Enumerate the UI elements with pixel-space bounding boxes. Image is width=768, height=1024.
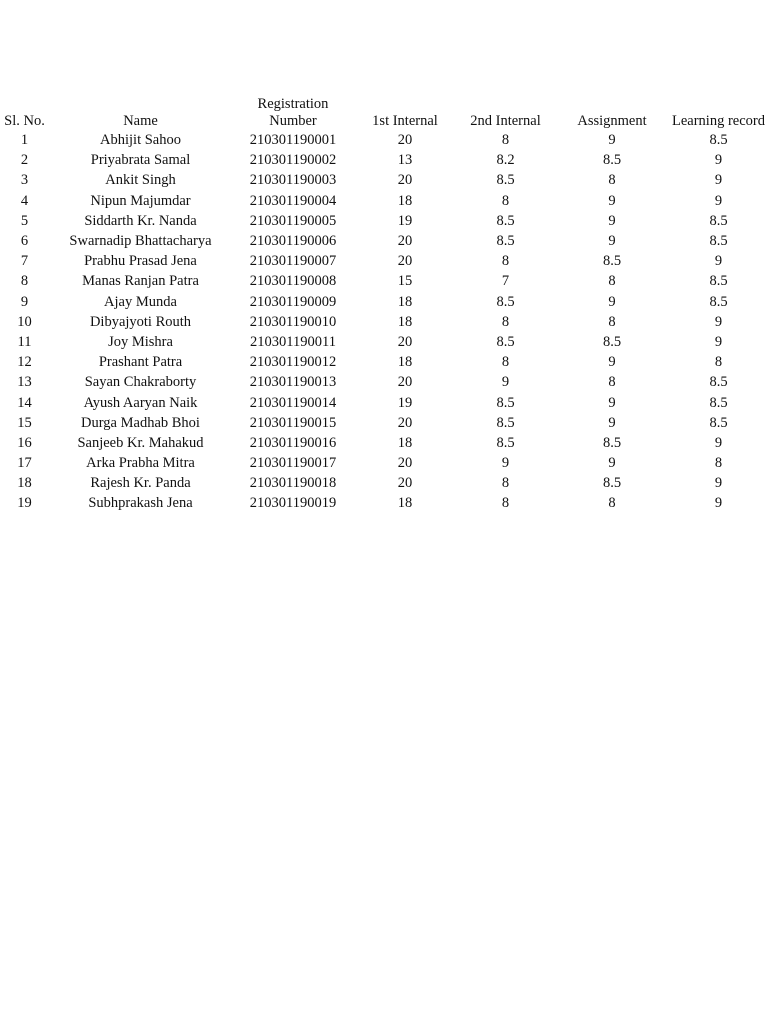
cell-sl: 17: [17, 455, 32, 472]
cell-name: Subhprakash Jena: [88, 495, 193, 512]
cell-assign: 9: [608, 394, 616, 411]
column-header-int1: [354, 92, 456, 130]
cell-int1: 18: [397, 354, 413, 371]
cell-reg: 210301190001: [249, 132, 337, 149]
table-row: [0, 433, 768, 453]
cell-sl: 18: [17, 475, 32, 492]
cell-assign: 9: [608, 455, 616, 472]
column-header-text: Number: [269, 113, 317, 129]
cell-int1: 18: [397, 293, 413, 310]
cell-sl: 6: [20, 233, 29, 250]
cell-name: Joy Mishra: [108, 333, 173, 350]
cell-int2: 8: [501, 354, 510, 371]
cell-learn: 8.5: [709, 132, 728, 149]
cell-assign: 8.5: [602, 434, 622, 451]
cell-int2: 8: [501, 132, 510, 149]
table-row: [0, 231, 768, 251]
cell-learn: 9: [714, 333, 723, 350]
cell-name: Nipun Majumdar: [90, 192, 191, 209]
table-row: [0, 493, 768, 513]
cell-sl: 11: [17, 333, 32, 350]
table-row: [0, 292, 768, 312]
table-header-row: [0, 92, 768, 130]
cell-reg: 210301190014: [249, 394, 337, 411]
cell-reg: 210301190004: [249, 192, 337, 209]
column-header-text: Assignment: [577, 113, 647, 129]
table-row: [0, 453, 768, 473]
cell-reg: 210301190016: [249, 434, 337, 451]
cell-sl: 15: [17, 414, 32, 431]
cell-learn: 8.5: [709, 212, 728, 229]
column-header-learn: [669, 92, 768, 130]
cell-int1: 15: [397, 273, 413, 290]
cell-learn: 8: [714, 455, 723, 472]
cell-sl: 13: [17, 374, 32, 391]
cell-assign: 8: [608, 495, 616, 512]
cell-reg: 210301190002: [249, 152, 337, 169]
cell-assign: 9: [608, 414, 616, 431]
cell-assign: 8.5: [602, 152, 622, 169]
cell-learn: 9: [714, 434, 723, 451]
table-row: [0, 312, 768, 332]
cell-reg: 210301190015: [249, 414, 337, 431]
column-header-text: Sl. No.: [4, 113, 45, 129]
cell-assign: 8: [608, 172, 616, 189]
cell-learn: 8.5: [709, 414, 728, 431]
cell-learn: 8.5: [709, 293, 728, 310]
cell-int2: 8.5: [496, 394, 515, 411]
cell-sl: 1: [20, 132, 29, 149]
cell-int1: 13: [397, 152, 413, 169]
table-row: [0, 372, 768, 392]
cell-int1: 20: [397, 172, 413, 189]
table-row: [0, 413, 768, 433]
cell-learn: 9: [714, 152, 723, 169]
cell-int2: 8: [501, 313, 510, 330]
cell-int1: 18: [397, 192, 413, 209]
cell-learn: 9: [714, 172, 723, 189]
cell-int1: 18: [397, 495, 413, 512]
column-header-reg: [232, 92, 354, 130]
cell-int2: 8: [501, 192, 510, 209]
column-header-text: 2nd Internal: [470, 113, 541, 129]
column-header-text: 1st Internal: [372, 113, 438, 129]
cell-sl: 16: [17, 434, 32, 451]
cell-int1: 20: [397, 374, 413, 391]
cell-reg: 210301190008: [249, 273, 337, 290]
cell-sl: 5: [20, 212, 29, 229]
table-row: [0, 191, 768, 211]
cell-reg: 210301190012: [249, 354, 337, 371]
cell-int2: 8.5: [496, 414, 515, 431]
cell-assign: 9: [608, 354, 616, 371]
cell-int1: 20: [397, 132, 413, 149]
cell-reg: 210301190018: [249, 475, 337, 492]
cell-int2: 8: [501, 475, 510, 492]
cell-assign: 8.5: [602, 333, 622, 350]
cell-learn: 8: [714, 354, 723, 371]
cell-int2: 9: [501, 455, 510, 472]
cell-int1: 20: [397, 333, 413, 350]
cell-int1: 19: [397, 212, 413, 229]
cell-name: Siddarth Kr. Nanda: [84, 212, 197, 229]
marks-table: [0, 92, 768, 514]
cell-reg: 210301190011: [250, 333, 336, 350]
cell-sl: 14: [17, 394, 32, 411]
cell-sl: 12: [17, 354, 32, 371]
cell-name: Durga Madhab Bhoi: [81, 414, 200, 431]
cell-sl: 2: [20, 152, 29, 169]
cell-sl: 19: [17, 495, 32, 512]
cell-name: Ankit Singh: [105, 172, 176, 189]
cell-reg: 210301190005: [249, 212, 337, 229]
cell-learn: 8.5: [709, 374, 728, 391]
cell-learn: 9: [714, 313, 723, 330]
table-row: [0, 150, 768, 170]
cell-int2: 8: [501, 495, 510, 512]
column-header-assign: [555, 92, 669, 130]
cell-name: Manas Ranjan Patra: [82, 273, 199, 290]
cell-int2: 8.5: [496, 172, 515, 189]
cell-assign: 9: [608, 192, 616, 209]
cell-assign: 8: [608, 273, 616, 290]
cell-reg: 210301190010: [249, 313, 337, 330]
cell-name: Rajesh Kr. Panda: [90, 475, 191, 492]
table-row: [0, 251, 768, 271]
cell-name: Prabhu Prasad Jena: [84, 253, 197, 270]
cell-name: Sayan Chakraborty: [84, 374, 197, 391]
marks-sheet: [0, 92, 768, 514]
cell-reg: 210301190019: [249, 495, 337, 512]
cell-int1: 20: [397, 414, 413, 431]
table-row: [0, 473, 768, 493]
cell-name: Swarnadip Bhattacharya: [69, 233, 212, 250]
cell-int2: 8.5: [496, 212, 515, 229]
table-row: [0, 130, 768, 150]
table-row: [0, 332, 768, 352]
column-header-int2: [456, 92, 555, 130]
column-header-text: Registration: [257, 96, 329, 112]
table-row: [0, 352, 768, 372]
cell-sl: 3: [20, 172, 29, 189]
table-row: [0, 392, 768, 412]
cell-int2: 8.5: [496, 434, 515, 451]
cell-assign: 9: [608, 293, 616, 310]
cell-int1: 18: [397, 313, 413, 330]
cell-sl: 8: [20, 273, 29, 290]
cell-assign: 9: [608, 132, 616, 149]
cell-name: Prashant Patra: [98, 354, 183, 371]
cell-sl: 4: [20, 192, 29, 209]
cell-learn: 8.5: [709, 394, 728, 411]
cell-learn: 8.5: [709, 273, 728, 290]
cell-assign: 8: [608, 374, 616, 391]
cell-name: Arka Prabha Mitra: [86, 455, 195, 472]
cell-int1: 20: [397, 475, 413, 492]
cell-int2: 9: [501, 374, 510, 391]
cell-int2: 8.2: [496, 152, 515, 169]
cell-int2: 8.5: [496, 233, 515, 250]
cell-name: Dibyajyoti Routh: [89, 313, 192, 330]
cell-sl: 10: [17, 313, 32, 330]
cell-learn: 9: [714, 475, 723, 492]
table-row: [0, 211, 768, 231]
column-header-sl: [0, 92, 49, 130]
table-row: [0, 170, 768, 190]
cell-learn: 8.5: [709, 233, 728, 250]
cell-name: Abhijit Sahoo: [100, 132, 181, 149]
cell-reg: 210301190007: [249, 253, 337, 270]
cell-int1: 19: [397, 394, 413, 411]
cell-learn: 9: [714, 495, 723, 512]
cell-sl: 7: [20, 253, 29, 270]
column-header-text: Name: [123, 113, 158, 129]
cell-name: Ajay Munda: [104, 293, 177, 310]
cell-learn: 9: [714, 192, 723, 209]
cell-assign: 8.5: [602, 253, 622, 270]
cell-name: Priyabrata Samal: [90, 152, 191, 169]
cell-int2: 8.5: [496, 333, 515, 350]
cell-int1: 20: [397, 233, 413, 250]
cell-int2: 8.5: [496, 293, 515, 310]
cell-name: Ayush Aaryan Naik: [83, 394, 198, 411]
table-body: [0, 130, 768, 514]
cell-assign: 9: [608, 233, 616, 250]
cell-int1: 18: [397, 434, 413, 451]
cell-int1: 20: [397, 253, 413, 270]
cell-assign: 8: [608, 313, 616, 330]
table-row: [0, 271, 768, 291]
cell-assign: 8.5: [602, 475, 622, 492]
cell-int2: 8: [501, 253, 510, 270]
column-header-name: [49, 92, 232, 130]
cell-sl: 9: [20, 293, 29, 310]
cell-reg: 210301190009: [249, 293, 337, 310]
cell-reg: 210301190013: [249, 374, 337, 391]
cell-learn: 9: [714, 253, 723, 270]
cell-reg: 210301190006: [249, 233, 337, 250]
cell-assign: 9: [608, 212, 616, 229]
cell-reg: 210301190003: [249, 172, 337, 189]
cell-reg: 210301190017: [249, 455, 337, 472]
cell-int1: 20: [397, 455, 413, 472]
column-header-text: Learning record: [672, 113, 765, 129]
cell-name: Sanjeeb Kr. Mahakud: [77, 434, 204, 451]
cell-int2: 7: [501, 273, 510, 290]
